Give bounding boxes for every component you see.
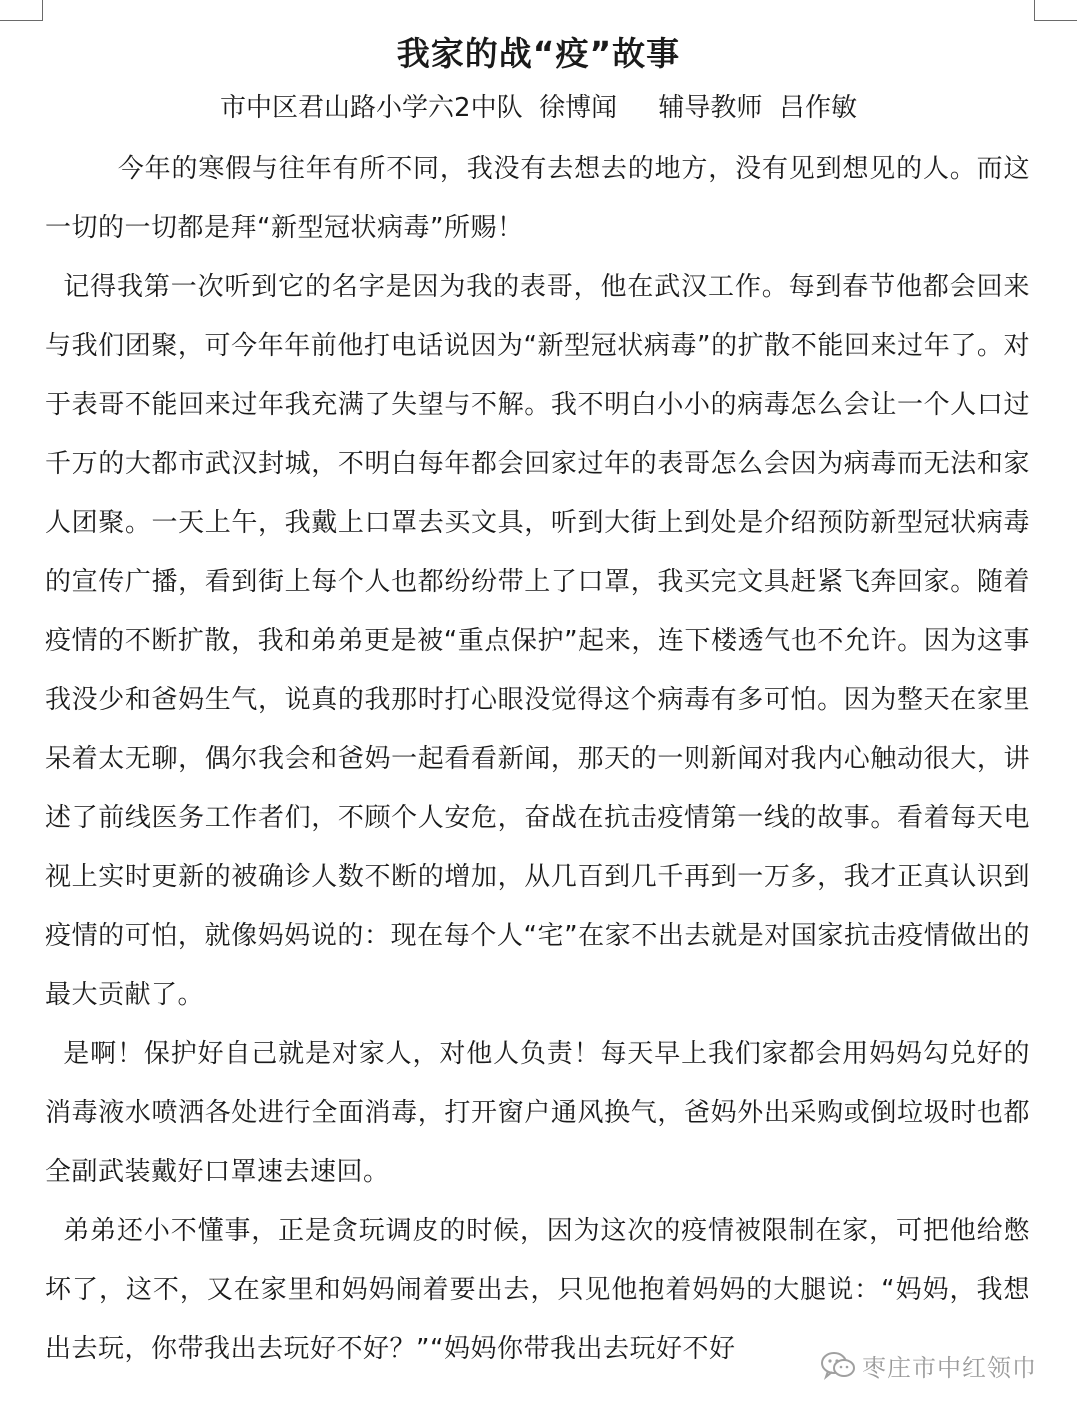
paragraph: 记得我第一次听到它的名字是因为我的表哥，他在武汉工作。每到春节他都会回来与我们团聚，可今年年前他打电话说因为“新型冠状病毒”的扩散不能回来过年了。对于表哥不能回来过年我充满了失望与不解。我不明白小小的病毒怎么会让一个人口过千万的大都市武汉封城，不明白每年都会回家过年的表哥怎么会因为病毒而无法和家人团聚。一天上午，我戴上口罩去买文具，听到大街上到处是介绍预防新型冠状病毒的宣传广播，看到街上每个人也都纷纷带上了口罩，我买完文具赶紧飞奔回家。随着疫情的不断扩散，我和弟弟更是被“重点保护”起来，连下楼透气也不允许。因为这事我没少和爸妈生气，说真的我那时打心眼没觉得这个病毒有多可怕。因为整天在家里呆着太无聊，偶尔我会和爸妈一起看看新闻，那天的一则新闻对我内心触动很大，讲述了前线医务工作者们，不顾个人安危，奋战在抗击疫情第一线的故事。看着每天电视上实时更新的被确诊人数不断的增加，从几百到几千再到一万多，我才正真认识到疫情的可怕，就像妈妈说的：现在每个人“宅”在家不出去就是对国家抗击疫情做出的最大贡献了。 — [45, 272, 1030, 1010]
paragraph: 是啊！保护好自己就是对家人，对他人负责！每天早上我们家都会用妈妈勾兑好的消毒液水喷洒各处进行全面消毒，打开窗户通风换气，爸妈外出采购或倒垃圾时也都全副武装戴好口罩速去速回。 — [45, 1039, 1030, 1187]
document-title: 我家的战“疫”故事 — [396, 34, 681, 73]
paragraph: 今年的寒假与往年有所不同，我没有去想去的地方，没有见到想见的人。而这一切的一切都是拜“新型冠状病毒”所赐！ — [45, 154, 1030, 243]
watermark-text: 枣庄市中红领巾 — [862, 1354, 1037, 1382]
author-byline: 市中区君山路小学六2中队 徐博闻 辅导教师 吕作敏 — [220, 93, 857, 123]
crop-mark-top-left — [0, 0, 43, 21]
watermark — [816, 1346, 1041, 1385]
crop-mark-top-right — [1034, 0, 1077, 21]
wechat-icon — [820, 1350, 856, 1382]
paragraph: 弟弟还小不懂事，正是贪玩调皮的时候，因为这次的疫情被限制在家，可把他给憋坏了，这不，又在家里和妈妈闹着要出去，只见他抱着妈妈的大腿说：“妈妈，我想出去玩，你带我出去玩好不好？”“妈妈你带我出去玩好不好 — [45, 1216, 1030, 1364]
document-body — [45, 140, 1030, 1379]
